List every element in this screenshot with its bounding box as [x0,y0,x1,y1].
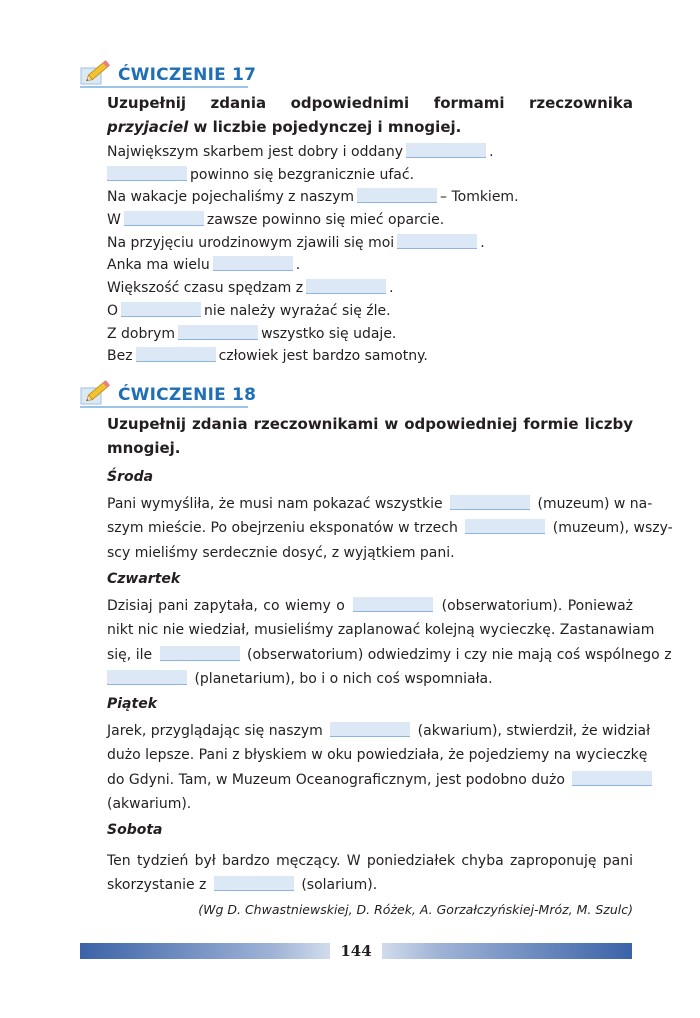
answer-blank[interactable] [465,519,545,534]
paragraph-sobota: Ten tydzień był bardzo męczący. W poniedziałek chyba zaproponuję pani skorzystanie z (solarium). [107,853,633,894]
paragraph-piatek: Jarek, przyglądając się naszym (akwarium), stwierdził, że widział dużo lepsze. Pani z błyskiem w oku powiedziała, że pojedziemy na wycieczkę do Gdyni. Tam, w Muzeum Oceanograficznym, jest podobno dużo (akwarium). [107,719,633,816]
answer-blank[interactable] [107,670,187,685]
pencil-icon [80,56,114,86]
answer-blank[interactable] [160,646,240,661]
section-title-czwartek: Czwartek [107,571,181,587]
exercise-17-sentences [107,141,633,368]
answer-blank[interactable] [330,722,410,737]
paragraph-czwartek: Dzisiaj pani zapytała, co wiemy o (obserwatorium). Ponieważ nikt nic nie wiedział, musieliśmy zaplanować kolejną wycieczkę. Zastanawiam się, ile (obserwatorium) odwiedzimy i czy nie mają coś wspólnego z (planetarium), bo i o nich coś wspomniała. [107,598,672,687]
answer-blank[interactable] [353,597,433,612]
sentence-line: powinno się bezgranicznie ufać. [107,164,633,187]
sentence-line: Na przyjęciu urodzinowym zjawili się moi . [107,234,485,251]
answer-blank[interactable] [124,211,204,226]
exercise-17-header [80,50,256,86]
page-number: 144 [330,941,382,961]
sentence-line: W zawsze powinno się mieć oparcie. [107,212,445,229]
sentence-line: Anka ma wielu . [107,257,301,274]
exercise-18-divider [80,406,248,408]
answer-blank[interactable] [178,325,258,340]
answer-blank[interactable] [121,302,201,317]
section-title-piatek: Piątek [107,696,158,712]
source-attribution: (Wg D. Chwastniewskiej, D. Różek, A. Gorzałczyńskiej-Mróz, M. Szulc) [198,902,633,917]
answer-blank[interactable] [450,495,530,510]
exercise-17-instruction: Uzupełnij zdania odpowiednimi formami rzeczownika przyjaciel w liczbie pojedynczej i mnogiej. [107,94,633,136]
sentence-line: Największym skarbem jest dobry i oddany . [107,144,494,160]
exercise-17-title: ĆWICZENIE 17 [118,65,257,85]
sentence-line: Większość czasu spędzam z . [107,280,394,297]
sentence-line: Na wakacje pojechaliśmy z naszym – Tomkiem. [107,189,519,206]
answer-blank[interactable] [136,347,216,362]
answer-blank[interactable] [397,234,477,249]
sentence-line: Z dobrym wszystko się udaje. [107,325,397,342]
sentence-line: O nie należy wyrażać się źle. [107,302,391,319]
exercise-17-divider [80,86,248,88]
answer-blank[interactable] [214,876,294,891]
paragraph-sroda: Pani wymyśliła, że musi nam pokazać wszystkie (muzeum) w na- szym mieście. Po obejrzeniu eksponatów w trzech (muzeum), wszy- scy mieliśmy serdecznie dosyć, z wyjątkiem pani. [107,496,673,561]
answer-blank[interactable] [572,771,652,786]
answer-blank[interactable] [406,143,486,158]
exercise-18-title: ĆWICZENIE 18 [118,385,257,405]
pencil-icon [80,376,114,406]
answer-blank[interactable] [107,166,187,181]
exercise-18-instruction: Uzupełnij zdania rzeczownikami w odpowiedniej formie liczby mnogiej. [107,415,633,457]
sentence-line: Bez człowiek jest bardzo samotny. [107,348,428,365]
section-title-sobota: Sobota [107,822,163,838]
exercise-18-header [80,370,256,406]
section-title-sroda: Środa [107,469,154,485]
answer-blank[interactable] [357,188,437,203]
answer-blank[interactable] [306,279,386,294]
answer-blank[interactable] [213,256,293,271]
